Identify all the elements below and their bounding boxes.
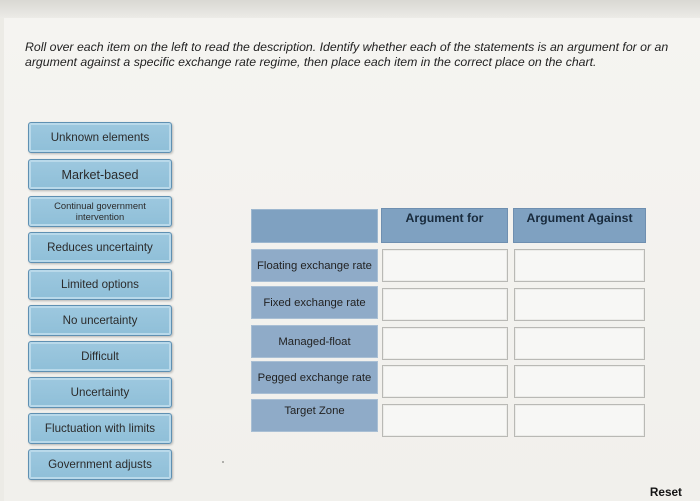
drop-zone-floating-against[interactable] <box>514 249 645 282</box>
drop-zone-managed-float-for[interactable] <box>382 327 508 360</box>
row-label-floating-exchange-rate: Floating exchange rate <box>251 249 378 282</box>
window-top-edge <box>0 0 700 18</box>
drag-item-government-adjusts[interactable]: Government adjusts <box>28 449 172 480</box>
row-label-managed-float: Managed-float <box>251 325 378 358</box>
drop-zone-floating-for[interactable] <box>382 249 508 282</box>
reset-button[interactable]: Reset <box>649 485 682 499</box>
drag-item-reduces-uncertainty[interactable]: Reduces uncertainty <box>28 232 172 263</box>
drag-item-market-based[interactable]: Market-based <box>28 159 172 190</box>
table-corner-header <box>251 209 378 243</box>
drag-item-difficult[interactable]: Difficult <box>28 341 172 372</box>
row-label-pegged-exchange-rate: Pegged exchange rate <box>251 361 378 394</box>
drop-zone-managed-float-against[interactable] <box>514 327 645 360</box>
drop-zone-fixed-for[interactable] <box>382 288 508 321</box>
drop-zone-pegged-for[interactable] <box>382 365 508 398</box>
drag-item-unknown-elements[interactable]: Unknown elements <box>28 122 172 153</box>
drop-zone-pegged-against[interactable] <box>514 365 645 398</box>
column-header-argument-against: Argument Against <box>513 208 646 243</box>
row-label-target-zone: Target Zone <box>251 399 378 432</box>
row-label-fixed-exchange-rate: Fixed exchange rate <box>251 286 378 319</box>
drag-item-limited-options[interactable]: Limited options <box>28 269 172 300</box>
drop-zone-target-zone-for[interactable] <box>382 404 508 437</box>
stray-dot <box>222 461 224 463</box>
drag-item-uncertainty[interactable]: Uncertainty <box>28 377 172 408</box>
drag-item-no-uncertainty[interactable]: No uncertainty <box>28 305 172 336</box>
column-header-argument-for: Argument for <box>381 208 508 243</box>
instructions-text: Roll over each item on the left to read the description. Identify whether each of the statements is an argument for or an argument against a specific exchange rate regime, then place each item in the correct place on the chart. <box>25 40 669 69</box>
drop-zone-target-zone-against[interactable] <box>514 404 645 437</box>
drag-item-fluctuation-with-limits[interactable]: Fluctuation with limits <box>28 413 172 444</box>
drag-item-continual-government-intervention[interactable]: Continual government intervention <box>28 196 172 227</box>
drop-zone-fixed-against[interactable] <box>514 288 645 321</box>
